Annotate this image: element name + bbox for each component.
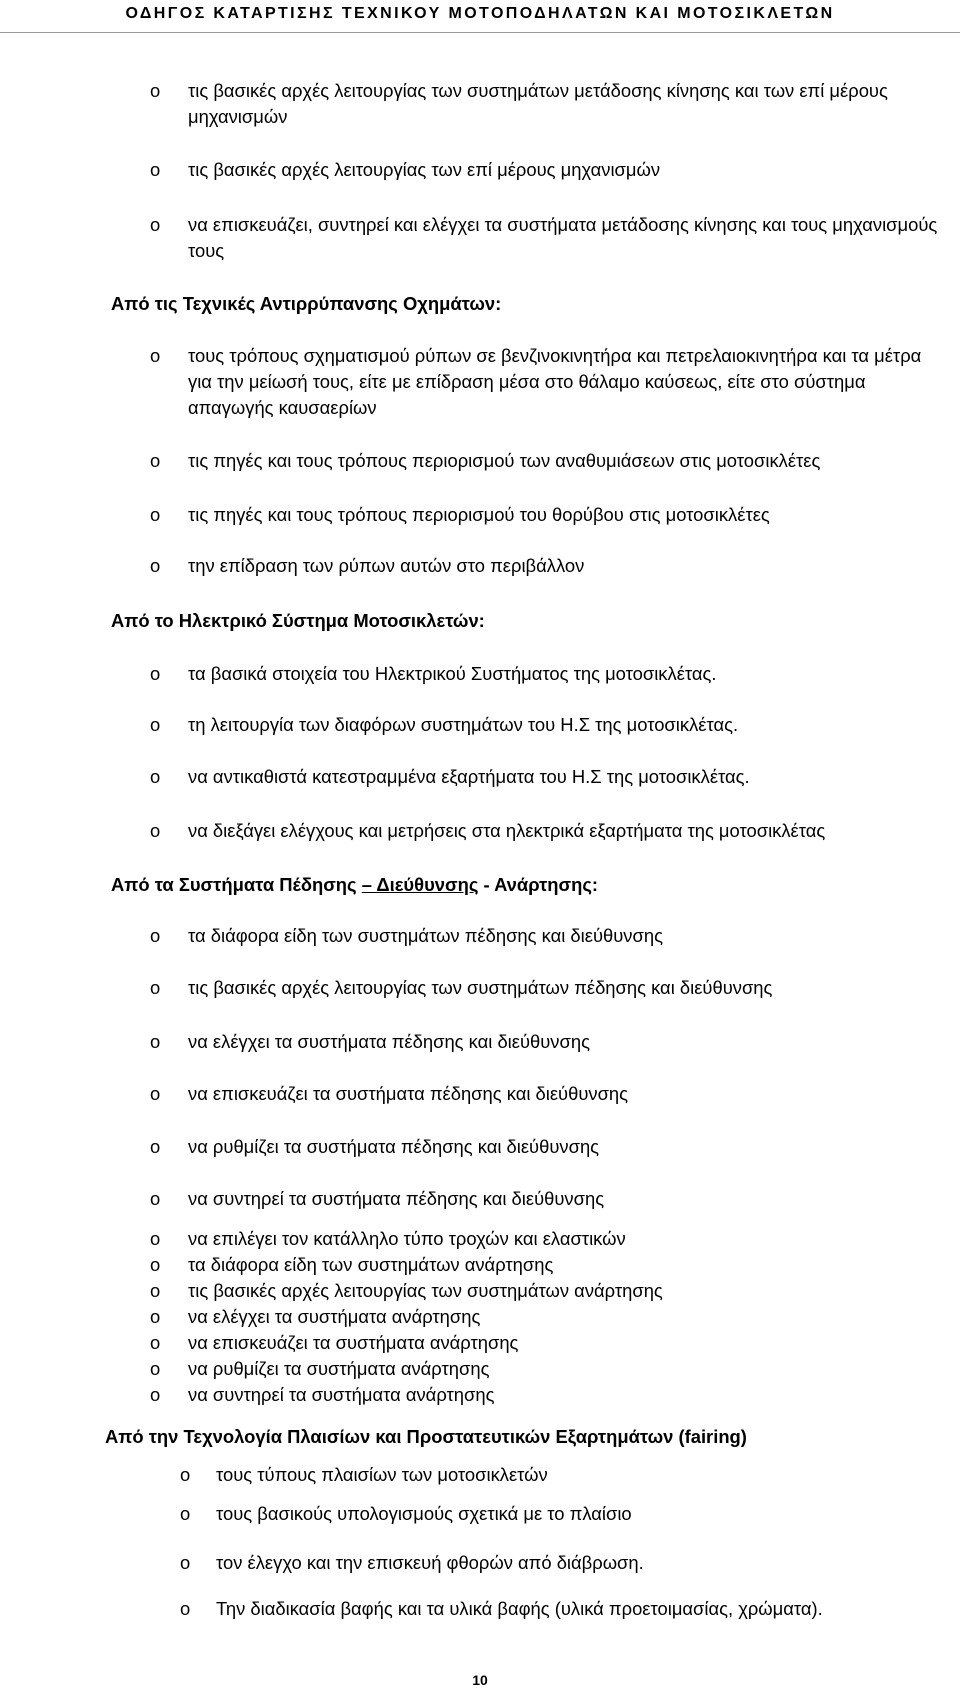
list-item-text: να επιλέγει τον κατάλληλο τύπο τροχών και ελαστικών — [188, 1228, 626, 1249]
bullet-icon: o — [150, 1228, 161, 1249]
bullet-icon: o — [150, 1083, 161, 1104]
document-header-title: ΟΔΗΓΟΣ ΚΑΤΑΡΤΙΣΗΣ ΤΕΧΝΙΚΟΥ ΜΟΤΟΠΟΔΗΛΑΤΩΝ ΚΑΙ ΜΟΤΟΣΙΚΛΕΤΩΝ — [125, 5, 835, 22]
bullet-icon: o — [150, 714, 161, 735]
list-item-text: να ελέγχει τα συστήματα πέδησης και διεύθυνσης — [188, 1031, 590, 1052]
page-number: 10 — [472, 1672, 488, 1688]
list-item-text: τις βασικές αρχές λειτουργίας των συστημάτων ανάρτησης — [188, 1280, 663, 1301]
bullet-icon: o — [180, 1552, 191, 1573]
list-item-text: Την διαδικασία βαφής και τα υλικά βαφής (υλικά προετοιμασίας, χρώματα). — [216, 1598, 823, 1619]
list-item-text: να επισκευάζει τα συστήματα πέδησης και διεύθυνσης — [188, 1083, 629, 1104]
list-item-text: τους τύπους πλαισίων των μοτοσικλετών — [216, 1464, 548, 1485]
bullet-icon: o — [150, 80, 161, 101]
list-item-text: να επισκευάζει, συντηρεί και ελέγχει τα συστήματα μετάδοσης κίνησης και τους μηχανισμούς τους — [188, 214, 938, 261]
bullet-icon: o — [150, 555, 161, 576]
bullet-icon: o — [150, 1306, 161, 1327]
section-heading-frames-fairing: Από την Τεχνολογία Πλαισίων και Προστατευτικών Εξαρτημάτων (fairing) — [105, 1426, 747, 1447]
list-item-text: να ρυθμίζει τα συστήματα ανάρτησης — [188, 1358, 490, 1379]
bullet-icon: o — [180, 1464, 191, 1485]
list-item-text: να διεξάγει ελέγχους και μετρήσεις στα ηλεκτρικά εξαρτήματα της μοτοσικλέτας — [188, 820, 826, 841]
list-item-text: τις βασικές αρχές λειτουργίας των συστημάτων πέδησης και διεύθυνσης — [188, 977, 773, 998]
list-item-text: να επισκευάζει τα συστήματα ανάρτησης — [188, 1332, 519, 1353]
bullet-icon: o — [150, 345, 161, 366]
bullet-icon: o — [150, 1280, 161, 1301]
heading-part-steering: – Διεύθυνσης — [361, 874, 479, 895]
bullet-icon: o — [150, 1188, 161, 1209]
bullet-icon: o — [150, 159, 161, 180]
bullet-icon: o — [150, 504, 161, 525]
bullet-icon: o — [150, 450, 161, 471]
list-item-text: να ρυθμίζει τα συστήματα πέδησης και διεύθυνσης — [188, 1136, 600, 1157]
bullet-icon: o — [150, 1358, 161, 1379]
section-heading-emissions: Από τις Τεχνικές Αντιρρύπανσης Οχημάτων: — [111, 293, 502, 314]
bullet-icon: o — [150, 766, 161, 787]
section-heading-brakes-steering-suspension — [111, 872, 598, 898]
list-item-text: τις πηγές και τους τρόπους περιορισμού του θορύβου στις μοτοσικλέτες — [188, 504, 770, 525]
bullet-icon: o — [150, 1136, 161, 1157]
list-item-text: τους βασικούς υπολογισμούς σχετικά με το πλαίσιο — [216, 1503, 632, 1524]
list-item-text: τις πηγές και τους τρόπους περιορισμού των αναθυμιάσεων στις μοτοσικλέτες — [188, 450, 821, 471]
bullet-icon: o — [150, 1254, 161, 1275]
list-item-text: τα διάφορα είδη των συστημάτων πέδησης και διεύθυνσης — [188, 925, 663, 946]
list-item-text: τον έλεγχο και την επισκευή φθορών από διάβρωση. — [216, 1552, 644, 1573]
list-item-text: τους τρόπους σχηματισμού ρύπων σε βενζινοκινητήρα και πετρελαιοκινητήρα και τα μέτρα για την μείωσή τους, είτε με επίδραση μέσα στο θάλαμο καύσεως, είτε στο σύστημα απαγωγής καυσαερίων — [188, 345, 922, 418]
header-divider — [0, 32, 960, 33]
bullet-icon: o — [150, 1384, 161, 1405]
bullet-icon: o — [150, 663, 161, 684]
list-item-text: να αντικαθιστά κατεστραμμένα εξαρτήματα του Η.Σ της μοτοσικλέτας. — [188, 766, 750, 787]
bullet-icon: o — [150, 1332, 161, 1353]
bullet-icon: o — [150, 977, 161, 998]
list-item-text: τα διάφορα είδη των συστημάτων ανάρτησης — [188, 1254, 554, 1275]
list-item-text: τα βασικά στοιχεία του Ηλεκτρικού Συστήματος της μοτοσικλέτας. — [188, 663, 717, 684]
bullet-icon: o — [180, 1598, 191, 1619]
section-heading-electrical: Από το Ηλεκτρικό Σύστημα Μοτοσικλετών: — [111, 610, 485, 631]
heading-part-brakes: Από τα Συστήματα Πέδησης — [111, 874, 357, 895]
list-item-text: να συντηρεί τα συστήματα ανάρτησης — [188, 1384, 495, 1405]
list-item-text: να ελέγχει τα συστήματα ανάρτησης — [188, 1306, 481, 1327]
bullet-icon: o — [150, 214, 161, 235]
list-item-text: να συντηρεί τα συστήματα πέδησης και διεύθυνσης — [188, 1188, 605, 1209]
list-item-text: τις βασικές αρχές λειτουργίας των συστημάτων μετάδοσης κίνησης και των επί μέρους μηχανισμών — [188, 80, 888, 127]
list-item-text: τη λειτουργία των διαφόρων συστημάτων του Η.Σ της μοτοσικλέτας. — [188, 714, 739, 735]
bullet-icon: o — [150, 820, 161, 841]
bullet-icon: o — [150, 925, 161, 946]
bullet-icon: o — [180, 1503, 191, 1524]
list-item-text: την επίδραση των ρύπων αυτών στο περιβάλλον — [188, 555, 585, 576]
list-item-text: τις βασικές αρχές λειτουργίας των επί μέρους μηχανισμών — [188, 159, 661, 180]
bullet-icon: o — [150, 1031, 161, 1052]
heading-part-suspension: - Ανάρτησης: — [483, 874, 599, 895]
